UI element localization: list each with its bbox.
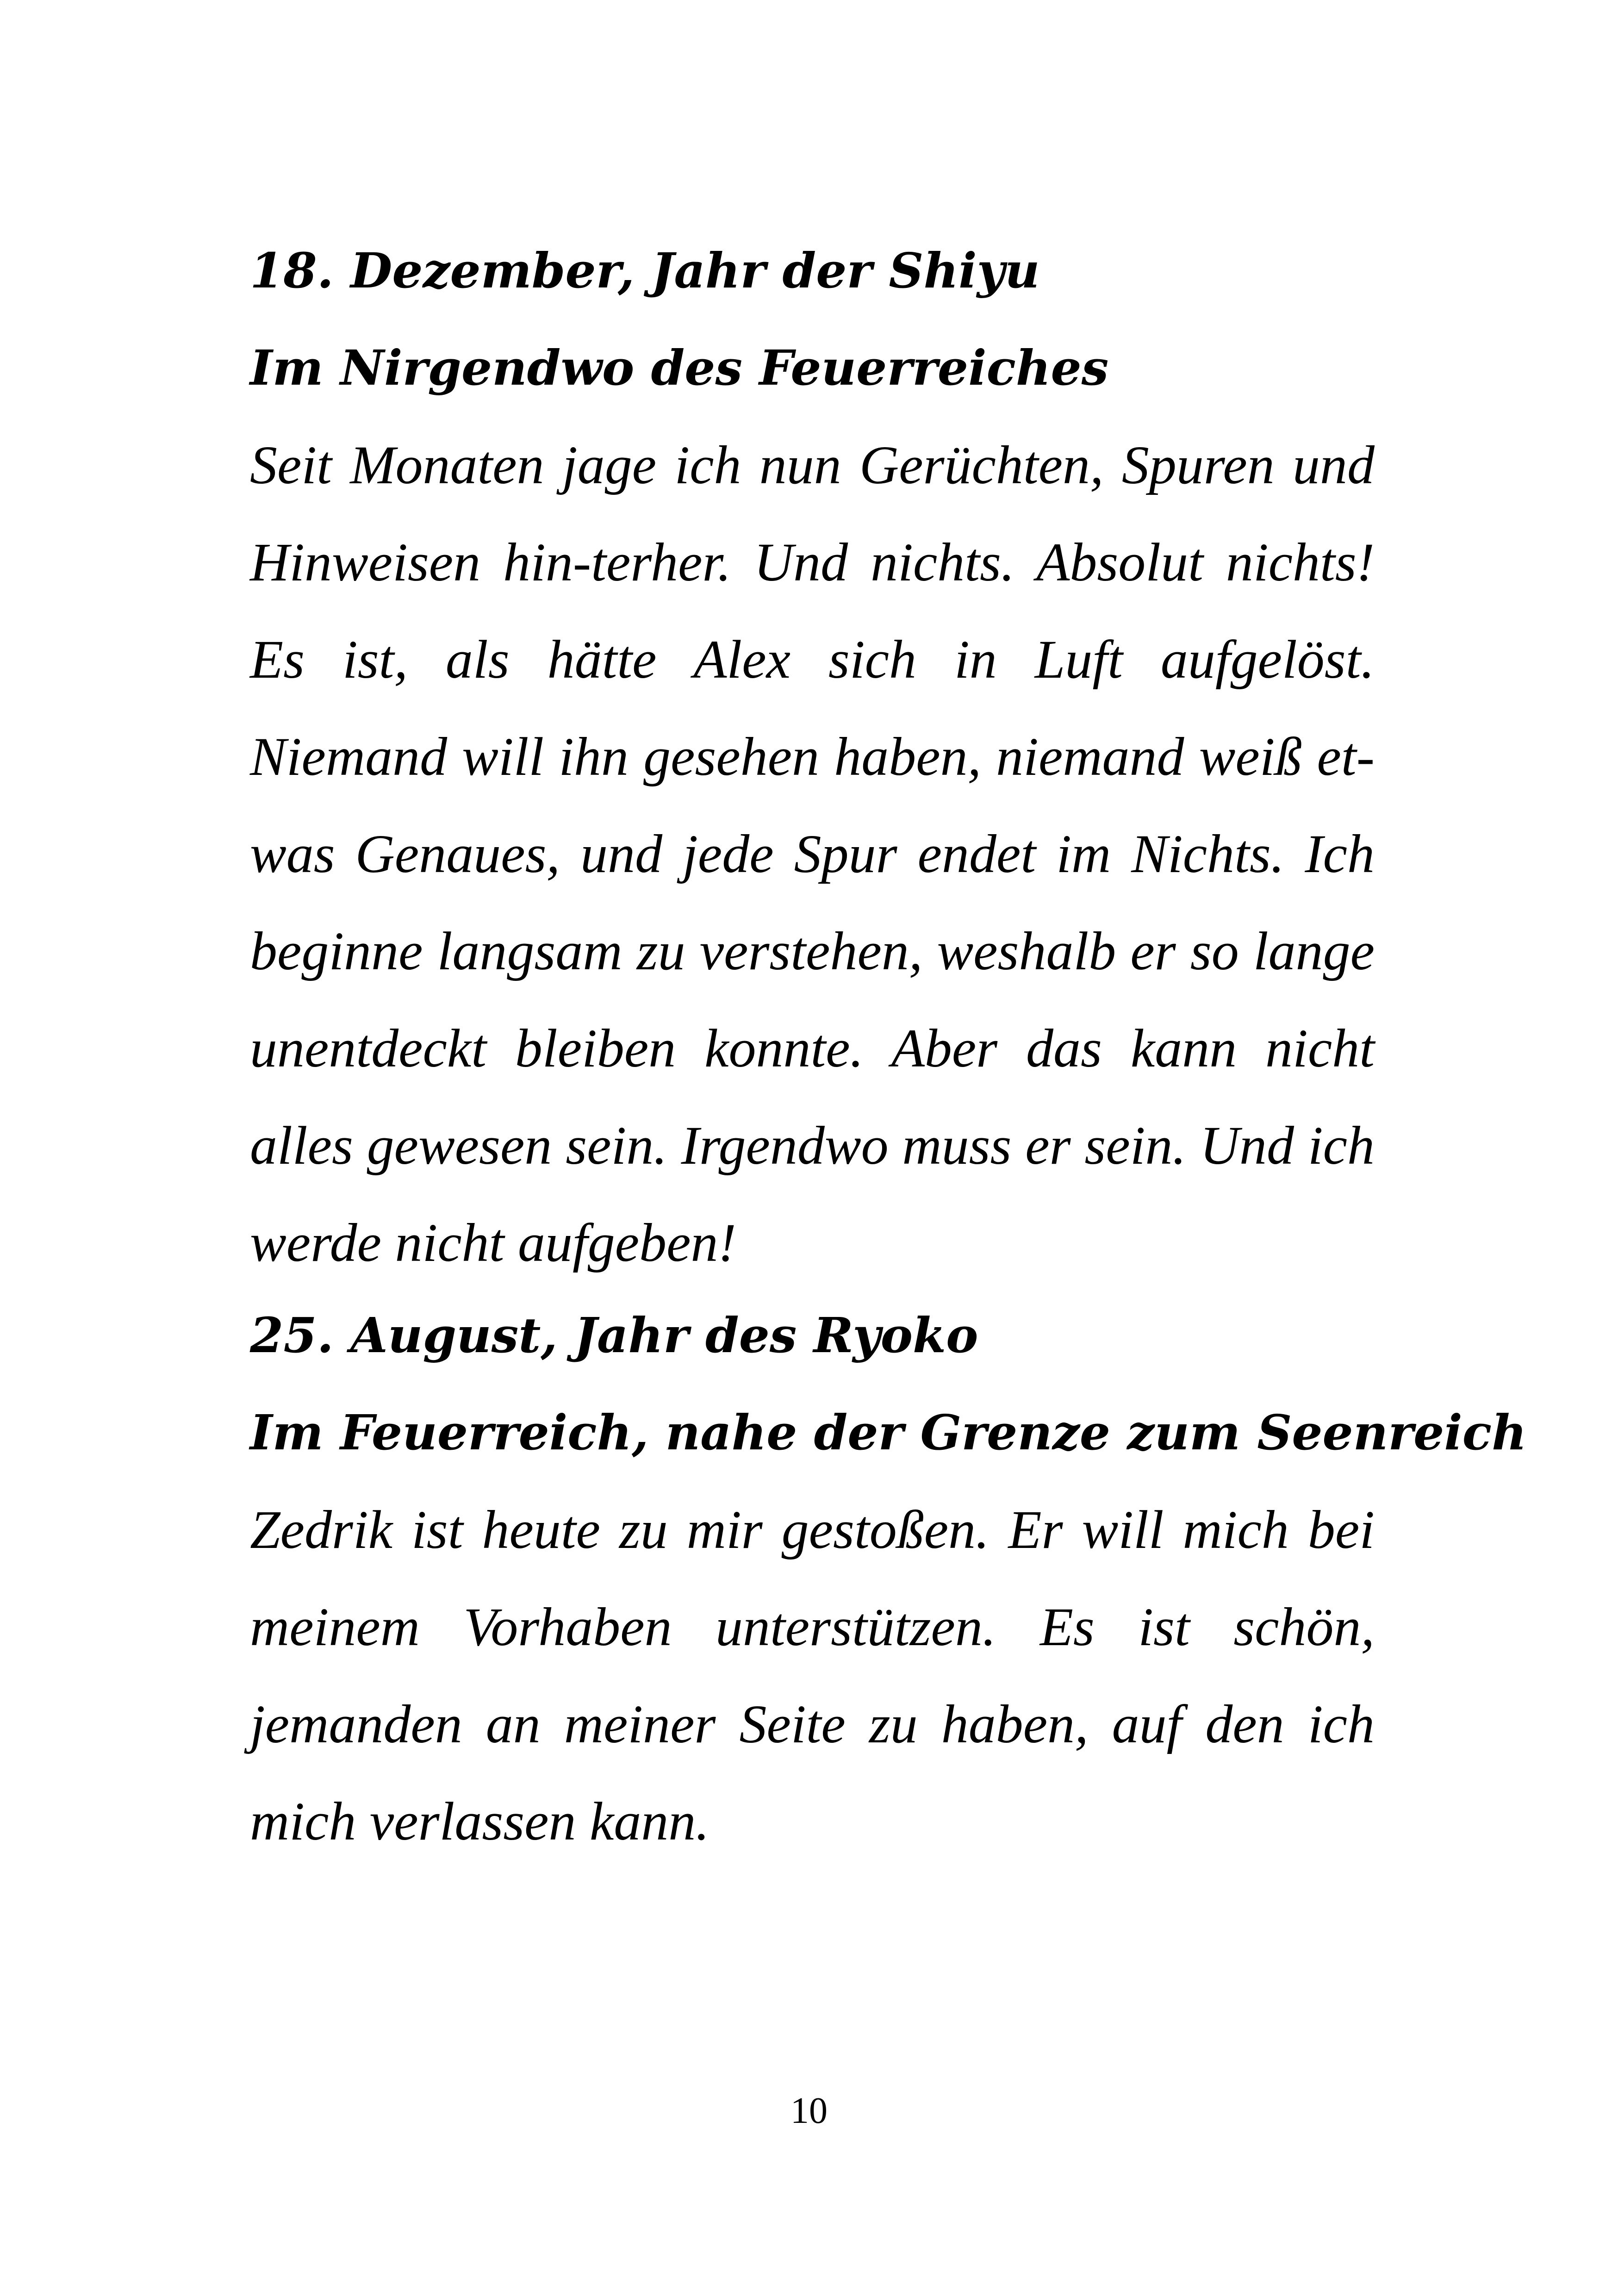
entry-location-heading: Im Feuerreich, nahe der Grenze zum Seenreich (250, 1404, 1527, 1461)
entry-body-text: Zedrik ist heute zu mir gestoßen. Er will mich bei meinem Vorhaben unterstützen. Es ist schön, jemanden an meiner Seite zu haben, auf den ich mich verlassen kann. (250, 1499, 1375, 1852)
diary-entry (250, 222, 1375, 1292)
entry-date-heading: 25. August, Jahr des Ryoko (250, 1307, 978, 1364)
diary-entry (250, 1287, 1527, 1870)
entry-body-text: Seit Monaten jage ich nun Gerüchten, Spuren und Hinweisen hin-terher. Und nichts. Absolut nichts! Es ist, als hätte Alex sich in Luft aufgelöst. Niemand will ihn gesehen haben, niemand weiß et-was Genaues, und jede Spur endet im Nichts. Ich beginne langsam zu verstehen, weshalb er so lange unentdeckt bleiben konnte. Aber das kann nicht alles gewesen sein. Irgendwo muss er sein. Und ich werde nicht aufgeben! (250, 435, 1375, 1273)
page-number: 10 (790, 2090, 828, 2131)
entry-location-heading: Im Nirgendwo des Feuerreiches (250, 339, 1109, 396)
entry-date-heading: 18. Dezember, Jahr der Shiyu (250, 242, 1040, 299)
